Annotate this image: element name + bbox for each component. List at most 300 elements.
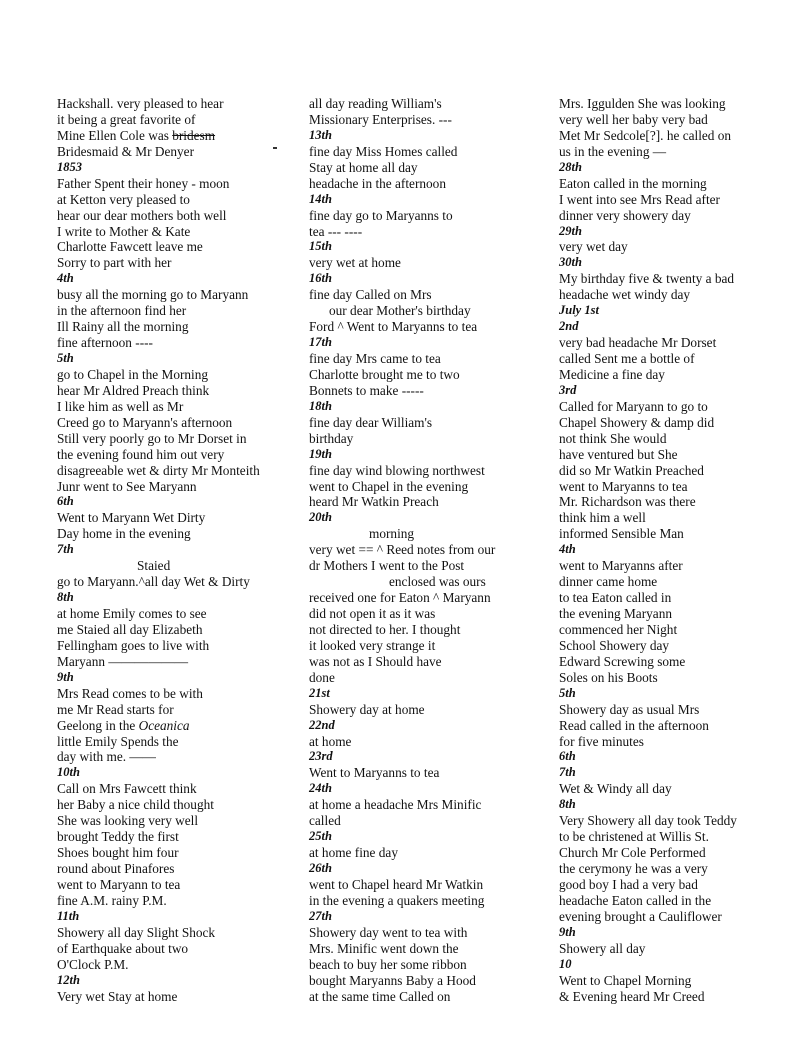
- diary-line: [57, 208, 292, 224]
- line-text: enclosed was ours: [389, 574, 486, 590]
- diary-line: [559, 909, 795, 925]
- diary-line: [57, 319, 292, 335]
- date-heading: [309, 909, 524, 925]
- diary-line: [57, 192, 292, 208]
- diary-column-left: [57, 96, 292, 1004]
- diary-line: [309, 622, 524, 638]
- line-text: Went to Maryanns to tea: [309, 765, 440, 781]
- diary-line: [559, 861, 795, 877]
- diary-line: [559, 718, 795, 734]
- date-heading: [309, 447, 524, 463]
- diary-line: [559, 287, 795, 303]
- diary-line: [559, 96, 795, 112]
- line-text: 7th: [559, 765, 576, 780]
- diary-line: [57, 526, 292, 542]
- line-text: little Emily Spends the: [57, 733, 179, 749]
- line-text: fine afternoon ----: [57, 335, 153, 351]
- diary-line: [559, 590, 795, 606]
- line-text: her Baby a nice child thought: [57, 797, 214, 813]
- line-text: Mr. Richardson was there: [559, 494, 696, 510]
- date-heading: [57, 670, 292, 686]
- diary-line: [559, 447, 795, 463]
- line-text: 7th: [57, 542, 74, 557]
- diary-line: [309, 813, 524, 829]
- diary-line: [559, 654, 795, 670]
- line-text: 6th: [57, 494, 74, 509]
- line-text: our dear Mother's birthday: [329, 303, 471, 319]
- line-text: 12th: [57, 972, 80, 987]
- diary-line: [309, 494, 524, 510]
- diary-line: [559, 415, 795, 431]
- diary-line: [57, 431, 292, 447]
- date-heading: [309, 239, 524, 255]
- line-text: very wet day: [559, 239, 628, 255]
- date-heading: [559, 303, 795, 319]
- diary-line: [559, 526, 795, 542]
- diary-line: [309, 526, 524, 542]
- diary-line: [559, 781, 795, 797]
- date-heading: [559, 749, 795, 765]
- line-text: Bonnets to make -----: [309, 382, 424, 398]
- diary-line: [57, 463, 292, 479]
- line-text: Read called in the afternoon: [559, 717, 709, 733]
- stray-mark: [273, 147, 277, 149]
- date-heading: [57, 351, 292, 367]
- diary-line: [309, 702, 524, 718]
- diary-line: [559, 208, 795, 224]
- line-text: beach to buy her some ribbon: [309, 956, 467, 972]
- line-text: Called for Maryann to go to: [559, 398, 708, 414]
- diary-line: [559, 494, 795, 510]
- diary-line: [559, 638, 795, 654]
- diary-line: [559, 606, 795, 622]
- line-text: the evening Maryann: [559, 606, 672, 621]
- diary-line: [309, 941, 524, 957]
- diary-line: [57, 574, 292, 590]
- diary-line: [559, 941, 795, 957]
- diary-line: [559, 734, 795, 750]
- diary-line: [309, 479, 524, 495]
- line-text: fine day Miss Homes called: [309, 143, 458, 159]
- date-heading: [309, 686, 524, 702]
- line-text: 20th: [309, 510, 332, 525]
- line-text: Went to Maryann Wet Dirty: [57, 510, 206, 526]
- diary-line: [57, 287, 292, 303]
- line-text: Missionary Enterprises. ---: [309, 111, 452, 127]
- line-text: 24th: [309, 781, 332, 796]
- diary-line: [559, 829, 795, 845]
- diary-line: [57, 415, 292, 431]
- diary-line: [559, 479, 795, 495]
- diary-line: [57, 957, 292, 973]
- line-text: at home Emily comes to see: [57, 606, 207, 621]
- line-text: 15th: [309, 239, 332, 254]
- line-text: & Evening heard Mr Creed: [559, 988, 705, 1004]
- line-text: in the afternoon find her: [57, 303, 187, 319]
- diary-line: [57, 367, 292, 383]
- line-text: 19th: [309, 446, 332, 461]
- line-text: at home a headache Mrs Minific: [309, 797, 482, 813]
- line-text: Hackshall. very pleased to hear: [57, 96, 224, 111]
- line-text: at home fine day: [309, 845, 398, 861]
- diary-line: [309, 606, 524, 622]
- line-text: tea --- ----: [309, 223, 363, 239]
- diary-line: [57, 558, 292, 574]
- line-text: Mrs Read comes to be with: [57, 685, 203, 701]
- diary-line: [57, 638, 292, 654]
- line-text: 9th: [57, 669, 74, 684]
- line-text: Edward Screwing some: [559, 653, 686, 669]
- line-text: Maryann ——————: [57, 653, 189, 669]
- date-heading: [309, 829, 524, 845]
- line-text: Ill Rainy all the morning: [57, 319, 189, 335]
- line-text: Church Mr Cole Performed: [559, 845, 706, 861]
- line-text: round about Pinafores: [57, 861, 175, 876]
- diary-line: [57, 877, 292, 893]
- date-heading: [309, 718, 524, 734]
- diary-line: [309, 670, 524, 686]
- line-text: the evening found him out very: [57, 446, 225, 462]
- line-text: very well her baby very bad: [559, 111, 708, 127]
- diary-line: [309, 208, 524, 224]
- diary-line: [57, 702, 292, 718]
- line-text: 26th: [309, 861, 332, 875]
- line-text: it being a great favorite of: [57, 111, 196, 127]
- diary-line: [309, 765, 524, 781]
- date-heading: [309, 128, 524, 144]
- date-heading: [57, 590, 292, 606]
- line-text: Met Mr Sedcole[?]. he called on: [559, 127, 732, 143]
- diary-line: [57, 176, 292, 192]
- line-text: Eaton called in the morning: [559, 175, 707, 191]
- line-text: hear our dear mothers both well: [57, 207, 227, 223]
- line-text: disagreeable wet & dirty Mr Monteith: [57, 462, 260, 478]
- line-text: went to Maryanns after: [559, 558, 683, 574]
- line-text: She was looking very well: [57, 813, 199, 829]
- line-text: headache wet windy day: [559, 287, 691, 303]
- diary-line: [57, 335, 292, 351]
- diary-line: [309, 383, 524, 399]
- date-heading: [57, 160, 292, 176]
- line-text: dr Mothers I went to the Post: [309, 558, 465, 574]
- line-text: very wet at home: [309, 255, 401, 271]
- diary-line: [57, 303, 292, 319]
- line-text: Showery day at home: [309, 701, 425, 717]
- line-text: 14th: [309, 191, 332, 206]
- line-text: I like him as well as Mr: [57, 398, 184, 414]
- diary-line: [57, 622, 292, 638]
- diary-line: [559, 702, 795, 718]
- line-text: Day home in the evening: [57, 526, 191, 542]
- struck-text: bridesm: [172, 127, 216, 143]
- line-text: Mine Ellen Cole was: [57, 127, 173, 143]
- diary-line: [309, 255, 524, 271]
- diary-line: [309, 654, 524, 670]
- date-heading: [309, 271, 524, 287]
- line-text: Stay at home all day: [309, 159, 418, 175]
- line-text: not think She would: [559, 430, 667, 446]
- diary-line: [559, 431, 795, 447]
- line-text: 21st: [309, 685, 330, 700]
- date-heading: [559, 224, 795, 240]
- diary-line: [559, 351, 795, 367]
- diary-line: [57, 925, 292, 941]
- line-text: 25th: [309, 829, 332, 844]
- diary-line: [559, 192, 795, 208]
- line-text: July 1st: [559, 303, 599, 318]
- line-text: 17th: [309, 335, 332, 350]
- line-text: Geelong in the: [57, 717, 139, 733]
- diary-line: [309, 638, 524, 654]
- line-text: Showery day as usual Mrs: [559, 701, 700, 717]
- line-text: at home: [309, 733, 352, 749]
- line-text: fine day Called on Mrs: [309, 287, 432, 303]
- diary-line: [309, 893, 524, 909]
- diary-line: [57, 112, 292, 128]
- line-text: go to Chapel in the Morning: [57, 366, 209, 382]
- date-heading: [309, 749, 524, 765]
- line-text: go to Maryann.^all day Wet & Dirty: [57, 574, 250, 590]
- line-text: fine day Mrs came to tea: [309, 351, 441, 366]
- line-text: Mrs. Minific went down the: [309, 940, 459, 956]
- line-text: fine day go to Maryanns to: [309, 207, 453, 223]
- diary-line: [309, 176, 524, 192]
- line-text: done: [309, 669, 335, 685]
- diary-line: [559, 845, 795, 861]
- line-text: Call on Mrs Fawcett think: [57, 781, 197, 797]
- line-text: me Mr Read starts for: [57, 701, 174, 717]
- diary-line: [57, 781, 292, 797]
- diary-line: [309, 845, 524, 861]
- diary-line: [309, 303, 524, 319]
- diary-line: [57, 96, 292, 112]
- date-heading: [559, 383, 795, 399]
- diary-line: [309, 319, 524, 335]
- diary-line: [309, 574, 524, 590]
- line-text: fine day dear William's: [309, 414, 433, 430]
- line-text: Wet & Windy all day: [559, 781, 672, 797]
- diary-line: [309, 287, 524, 303]
- diary-line: [57, 224, 292, 240]
- diary-line: [559, 367, 795, 383]
- line-text: 30th: [559, 255, 582, 270]
- date-heading: [559, 319, 795, 335]
- diary-line: [309, 590, 524, 606]
- line-text: very wet == ^ Reed notes from our: [309, 542, 496, 558]
- diary-column-right: [559, 96, 795, 1004]
- line-text: Creed go to Maryann's afternoon: [57, 414, 233, 430]
- line-text: Charlotte brought me to two: [309, 366, 460, 382]
- diary-line: [309, 797, 524, 813]
- line-text: dinner came home: [559, 574, 658, 590]
- line-text: 5th: [559, 685, 576, 700]
- diary-line: [559, 128, 795, 144]
- line-text: 29th: [559, 223, 582, 238]
- line-text: went to Maryanns to tea: [559, 478, 688, 494]
- diary-line: [559, 112, 795, 128]
- line-text: Chapel Showery & damp did: [559, 414, 715, 430]
- line-text: Junr went to See Maryann: [57, 478, 197, 494]
- line-text: 11th: [57, 908, 80, 923]
- diary-line: [559, 239, 795, 255]
- line-text: the cerymony he was a very: [559, 861, 708, 876]
- line-text: 10: [559, 956, 572, 971]
- diary-line: [57, 144, 292, 160]
- diary-line: [309, 144, 524, 160]
- date-heading: [309, 335, 524, 351]
- date-heading: [57, 494, 292, 510]
- line-text: 22nd: [309, 717, 335, 732]
- line-text: not directed to her. I thought: [309, 621, 461, 637]
- line-text: 8th: [559, 797, 576, 812]
- diary-line: [309, 989, 524, 1005]
- diary-line: [309, 96, 524, 112]
- date-heading: [57, 973, 292, 989]
- diary-line: [559, 144, 795, 160]
- line-text: Very Showery all day took Teddy: [559, 813, 737, 829]
- line-text: went to Maryann to tea: [57, 876, 181, 892]
- diary-line: [57, 718, 292, 734]
- date-heading: [309, 399, 524, 415]
- line-text: at the same time Called on: [309, 988, 451, 1004]
- diary-line: [309, 415, 524, 431]
- line-text: 28th: [559, 159, 582, 174]
- line-text: 8th: [57, 590, 74, 605]
- date-heading: [57, 271, 292, 287]
- diary-line: [57, 654, 292, 670]
- diary-line: [309, 925, 524, 941]
- diary-line: [559, 622, 795, 638]
- line-text: us in the evening —: [559, 143, 667, 159]
- diary-line: [309, 351, 524, 367]
- diary-line: [57, 239, 292, 255]
- diary-line: [559, 893, 795, 909]
- line-text: Mrs. Iggulden She was looking: [559, 96, 726, 111]
- diary-line: [57, 861, 292, 877]
- line-text: Still very poorly go to Mr Dorset in: [57, 430, 247, 446]
- line-text: 13th: [309, 127, 332, 142]
- line-text: good boy I had a very bad: [559, 876, 698, 892]
- diary-line: [559, 510, 795, 526]
- line-text: O'Clock P.M.: [57, 956, 129, 972]
- line-text: to tea Eaton called in: [559, 590, 672, 606]
- diary-line: [309, 877, 524, 893]
- line-text: brought Teddy the first: [57, 829, 179, 845]
- line-text: busy all the morning go to Maryann: [57, 287, 249, 303]
- line-text: headache Eaton called in the: [559, 892, 712, 908]
- line-text: Staied: [137, 558, 171, 574]
- line-text: called: [309, 813, 341, 829]
- line-text: 10th: [57, 765, 80, 780]
- line-text: in the evening a quakers meeting: [309, 892, 485, 908]
- line-text: I went into see Mrs Read after: [559, 191, 720, 207]
- line-text: Very wet Stay at home: [57, 988, 178, 1004]
- diary-line: [559, 989, 795, 1005]
- line-text: 27th: [309, 908, 332, 923]
- line-text: received one for Eaton ^ Maryann: [309, 590, 491, 606]
- line-text: went to Chapel heard Mr Watkin: [309, 876, 484, 892]
- diary-line: [559, 399, 795, 415]
- line-text: 5th: [57, 351, 74, 365]
- line-text: My birthday five & twenty a bad: [559, 271, 735, 287]
- diary-line: [559, 877, 795, 893]
- line-text: 4th: [559, 542, 576, 557]
- line-text: birthday: [309, 430, 354, 446]
- line-text: day with me. ——: [57, 749, 156, 765]
- diary-line: [559, 973, 795, 989]
- line-text: think him a well: [559, 510, 646, 526]
- line-text: Medicine a fine day: [559, 366, 665, 382]
- line-text: Bridesmaid & Mr Denyer: [57, 143, 195, 159]
- date-heading: [57, 765, 292, 781]
- date-heading: [57, 542, 292, 558]
- line-text: 18th: [309, 398, 332, 413]
- diary-line: [57, 479, 292, 495]
- date-heading: [559, 925, 795, 941]
- date-heading: [309, 510, 524, 526]
- line-text: went to Chapel in the evening: [309, 478, 469, 494]
- date-heading: [559, 255, 795, 271]
- diary-line: [57, 845, 292, 861]
- diary-line: [309, 973, 524, 989]
- line-text: School Showery day: [559, 637, 670, 653]
- line-text: 6th: [559, 749, 576, 764]
- diary-line: [559, 670, 795, 686]
- date-heading: [559, 686, 795, 702]
- line-text: Sorry to part with her: [57, 255, 172, 271]
- line-text: evening brought a Cauliflower: [559, 908, 722, 924]
- line-text: informed Sensible Man: [559, 526, 684, 542]
- diary-line: [57, 797, 292, 813]
- diary-line: [559, 558, 795, 574]
- line-text: Went to Chapel Morning: [559, 972, 692, 988]
- diary-line: [57, 813, 292, 829]
- diary-line: [57, 941, 292, 957]
- line-text: fine A.M. rainy P.M.: [57, 892, 167, 908]
- diary-line: [57, 686, 292, 702]
- line-text: of Earthquake about two: [57, 940, 189, 956]
- diary-line: [57, 829, 292, 845]
- line-text: Charlotte Fawcett leave me: [57, 239, 203, 255]
- line-text: Showery all day Slight Shock: [57, 924, 216, 940]
- line-text: Ford ^ Went to Maryanns to tea: [309, 319, 478, 335]
- diary-line: [57, 893, 292, 909]
- diary-line: [57, 749, 292, 765]
- diary-line: [57, 399, 292, 415]
- diary-line: [309, 734, 524, 750]
- line-text: 3rd: [559, 382, 577, 397]
- diary-line: [57, 606, 292, 622]
- date-heading: [309, 861, 524, 877]
- line-text: Showery day went to tea with: [309, 924, 468, 940]
- line-text: 9th: [559, 924, 576, 939]
- diary-line: [309, 367, 524, 383]
- line-text: Fellingham goes to live with: [57, 637, 210, 653]
- line-text: hear Mr Aldred Preach think: [57, 382, 210, 398]
- line-text: 2nd: [559, 319, 579, 334]
- diary-line: [57, 383, 292, 399]
- line-text: fine day wind blowing northwest: [309, 462, 485, 478]
- line-text: 4th: [57, 271, 74, 286]
- line-text: I write to Mother & Kate: [57, 223, 191, 239]
- line-text: to be christened at Willis St.: [559, 829, 709, 845]
- diary-line: [309, 224, 524, 240]
- diary-line: [309, 558, 524, 574]
- date-heading: [559, 957, 795, 973]
- diary-line: [559, 463, 795, 479]
- line-text: headache in the afternoon: [309, 175, 446, 191]
- line-text: have ventured but She: [559, 446, 678, 462]
